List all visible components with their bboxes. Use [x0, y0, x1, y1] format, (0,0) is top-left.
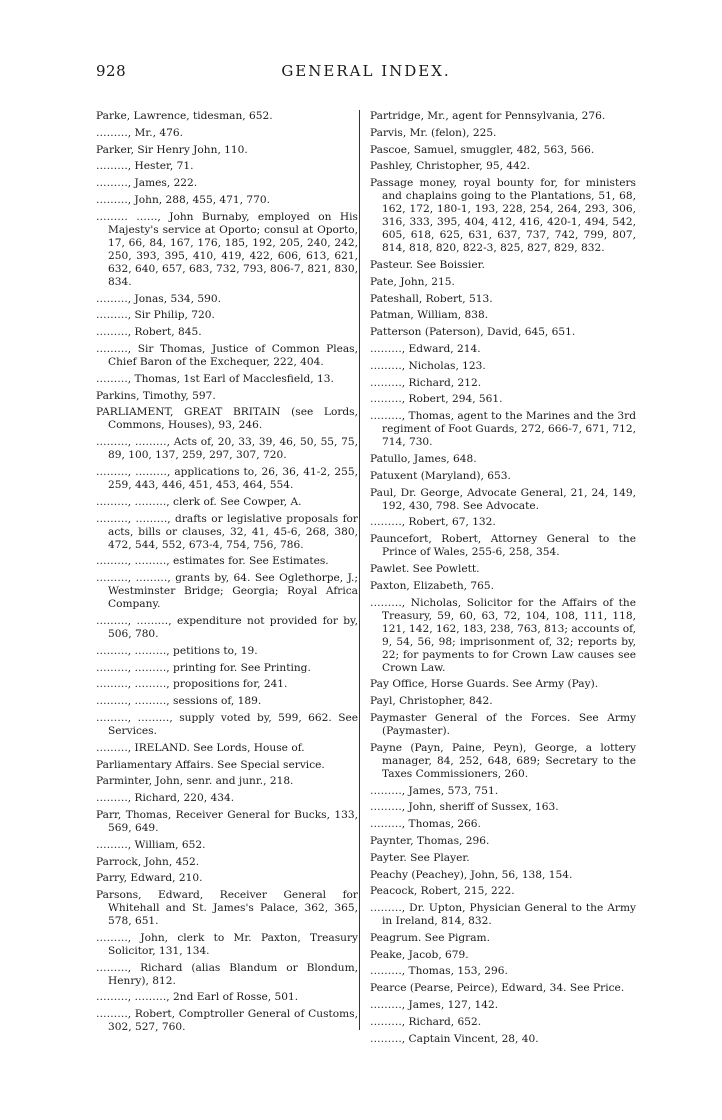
index-entry: Parkins, Timothy, 597.: [96, 389, 216, 402]
index-entry: Parminter, John, senr. and junr., 218.: [96, 775, 294, 788]
index-entry: Pay Office, Horse Guards. See Army (Pay).: [370, 678, 599, 691]
index-entry: ………, Sir Thomas, Justice of Common Pleas, Chief Baron of the Exchequer, 222, 404.: [96, 342, 358, 368]
index-entry: PARLIAMENT, GREAT BRITAIN (see Lords, Commons, Houses), 93, 246.: [96, 406, 358, 432]
index-entry: ………, Captain Vincent, 28, 40.: [370, 1032, 539, 1045]
index-entry: ………, Richard, 220, 434.: [96, 792, 235, 805]
index-entry: ………, James, 222.: [96, 177, 198, 190]
index-entry: Pasteur. See Boissier.: [370, 258, 485, 271]
index-entry: ……… ……, John Burnaby, employed on His Majesty's service at Oporto; consul at Oporto, 17, 66, 84, 167, 176, 185, 192, 205, 240, 242, 250, 393, 395, 410, 419, 422, 606, 613, 621, 632, 640, 657, 683, 732, 793, 806-7, 821, 830, 834.: [96, 210, 358, 288]
index-entry: ………, Thomas, 153, 296.: [370, 965, 508, 978]
index-entry: Paxton, Elizabeth, 765.: [370, 579, 494, 592]
index-entry: ………, Mr., 476.: [96, 126, 183, 139]
index-entry: ………, James, 127, 142.: [370, 999, 499, 1012]
index-entry: Paynter, Thomas, 296.: [370, 834, 490, 847]
index-entry: Pate, John, 215.: [370, 275, 455, 288]
index-entry: Patman, William, 838.: [370, 309, 489, 322]
index-entry: Peacock, Robert, 215, 222.: [370, 885, 515, 898]
index-entry: Parke, Lawrence, tidesman, 652.: [96, 110, 273, 122]
index-entry: Pateshall, Robert, 513.: [370, 292, 493, 305]
index-entry: ………, Robert, Comptroller General of Customs, 302, 527, 760.: [96, 1008, 358, 1034]
index-entry: ………, ………, sessions of, 189.: [96, 695, 262, 708]
index-entry: Pascoe, Samuel, smuggler, 482, 563, 566.: [370, 143, 595, 156]
index-entry: ………, Hester, 71.: [96, 160, 194, 173]
index-entry: ………, Richard, 652.: [370, 1015, 482, 1028]
index-entry: ………, Thomas, 266.: [370, 818, 481, 831]
index-entry: ………, Jonas, 534, 590.: [96, 292, 221, 305]
index-entry: Parrock, John, 452.: [96, 855, 200, 868]
index-entry: ………, ………, Acts of, 20, 33, 39, 46, 50, 55, 75, 89, 100, 137, 259, 297, 307, 720.: [96, 436, 358, 462]
index-entry: Parsons, Edward, Receiver General for Whitehall and St. James's Palace, 362, 365, 578, 651.: [96, 889, 358, 928]
index-column-right: [370, 110, 636, 1049]
index-entry: ………, ………, grants by, 64. See Oglethorpe, J.; Westminster Bridge; Georgia; Royal Africa Company.: [96, 572, 358, 611]
index-entry: Patuxent (Maryland), 653.: [370, 469, 511, 482]
index-entry: ………, James, 573, 751.: [370, 784, 499, 797]
index-entry: ………, Edward, 214.: [370, 342, 481, 355]
index-entry: ………, ………, petitions to, 19.: [96, 644, 258, 657]
index-entry: Paul, Dr. George, Advocate General, 21, 24, 149, 192, 430, 798. See Advocate.: [370, 486, 636, 512]
index-entry: ………, John, clerk to Mr. Paxton, Treasury Solicitor, 131, 134.: [96, 931, 358, 957]
index-entry: Peake, Jacob, 679.: [370, 948, 469, 961]
index-entry: Pauncefort, Robert, Attorney General to the Prince of Wales, 255-6, 258, 354.: [370, 533, 636, 559]
index-entry: ………, IRELAND. See Lords, House of.: [96, 741, 305, 754]
index-column-left: [96, 110, 358, 1038]
index-entry: ………, John, 288, 455, 471, 770.: [96, 193, 270, 206]
index-entry: Peachy (Peachey), John, 56, 138, 154.: [370, 868, 573, 881]
index-entry: ………, John, sheriff of Sussex, 163.: [370, 801, 559, 814]
index-entry: ………, Thomas, 1st Earl of Macclesfield, 13.: [96, 372, 334, 385]
index-entry: Parliamentary Affairs. See Special service.: [96, 758, 325, 771]
index-entry: ………, Nicholas, 123.: [370, 359, 486, 372]
column-divider: [359, 110, 360, 1030]
index-entry: ………, ………, expenditure not provided for by, 506, 780.: [96, 614, 358, 640]
index-entry: Payter. See Player.: [370, 851, 470, 864]
index-entry: Partridge, Mr., agent for Pennsylvania, 276.: [370, 110, 606, 122]
index-entry: Parry, Edward, 210.: [96, 872, 203, 885]
index-entry: ………, Richard, 212.: [370, 376, 482, 389]
index-entry: Parr, Thomas, Receiver General for Bucks, 133, 569, 649.: [96, 808, 358, 834]
index-entry: Paymaster General of the Forces. See Army (Paymaster).: [370, 711, 636, 737]
index-entry: ………, Nicholas, Solicitor for the Affairs of the Treasury, 59, 60, 63, 72, 104, 108, 111, 118, 121, 142, 162, 183, 238, 763, 813; accounts of, 9, 54, 56, 98; imprisonment of, 32; reports by, 22; for payments to for Crown Law causes see Crown Law.: [370, 596, 636, 674]
index-entry: Pearce (Pearse, Peirce), Edward, 34. See Price.: [370, 982, 625, 995]
index-entry: ………, ………, supply voted by, 599, 662. See Services.: [96, 711, 358, 737]
index-entry: Parvis, Mr. (felon), 225.: [370, 126, 497, 139]
index-entry: ………, ………, drafts or legislative proposals for acts, bills or clauses, 32, 41, 45-6, 268, 380, 472, 544, 552, 673-4, 754, 756, 786.: [96, 512, 358, 551]
index-entry: ………, Robert, 67, 132.: [370, 516, 496, 529]
index-entry: Payne (Payn, Paine, Peyn), George, a lottery manager, 84, 252, 648, 689; Secretary to the Taxes Commissioners, 260.: [370, 741, 636, 780]
index-entry: Pashley, Christopher, 95, 442.: [370, 160, 530, 173]
index-entry: Payl, Christopher, 842.: [370, 695, 493, 708]
index-entry: Pawlet. See Powlett.: [370, 562, 480, 575]
index-entry: ………, Thomas, agent to the Marines and the 3rd regiment of Foot Guards, 272, 666-7, 671, 712, 714, 730.: [370, 410, 636, 449]
index-entry: Passage money, royal bounty for, for ministers and chaplains going to the Plantations, 51, 68, 162, 172, 180-1, 193, 228, 254, 264, 293, 306, 316, 333, 395, 404, 412, 416, 420-1, 494, 542, 605, 618, 625, 631, 637, 737, 742, 799, 807, 814, 818, 820, 822-3, 825, 827, 829, 832.: [370, 177, 636, 255]
index-entry: ………, ………, 2nd Earl of Rosse, 501.: [96, 991, 299, 1004]
index-entry: ………, Richard (alias Blandum or Blondum, Henry), 812.: [96, 961, 358, 987]
index-entry: ………, Robert, 294, 561.: [370, 393, 503, 406]
index-entry: ………, Sir Philip, 720.: [96, 309, 215, 322]
index-entry: ………, Dr. Upton, Physician General to the Army in Ireland, 814, 832.: [370, 902, 636, 928]
index-entry: Peagrum. See Pigram.: [370, 931, 490, 944]
index-entry: ………, William, 652.: [96, 838, 206, 851]
index-entry: ………, ………, propositions for, 241.: [96, 678, 288, 691]
index-entry: Parker, Sir Henry John, 110.: [96, 143, 248, 156]
running-title: GENERAL INDEX.: [281, 62, 451, 80]
index-entry: Patterson (Paterson), David, 645, 651.: [370, 326, 576, 339]
index-entry: Patullo, James, 648.: [370, 452, 477, 465]
page-header: [96, 62, 636, 86]
index-entry: ………, ………, printing for. See Printing.: [96, 661, 311, 674]
page-number: 928: [96, 62, 127, 80]
index-entry: ………, ………, clerk of. See Cowper, A.: [96, 495, 302, 508]
index-entry: ………, ………, estimates for. See Estimates.: [96, 555, 329, 568]
index-entry: ………, Robert, 845.: [96, 326, 202, 339]
index-entry: ………, ………, applications to, 26, 36, 41-2, 255, 259, 443, 446, 451, 453, 464, 554.: [96, 465, 358, 491]
